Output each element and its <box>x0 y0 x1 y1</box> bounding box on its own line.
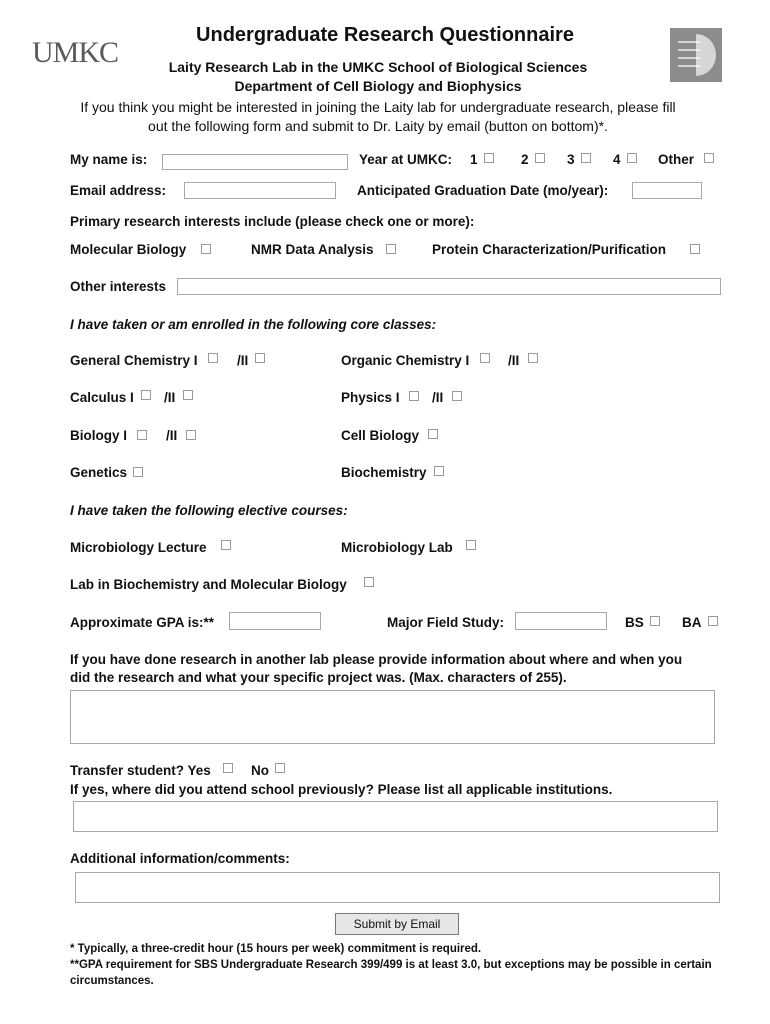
org-chem-label: Organic Chemistry I <box>341 353 470 368</box>
bs-label: BS <box>625 615 644 630</box>
cell-biology-checkbox[interactable] <box>428 429 438 439</box>
year-option-2-label: 2 <box>521 152 529 167</box>
ba-label: BA <box>682 615 702 630</box>
subtitle-department: Department of Cell Biology and Biophysics <box>234 78 522 94</box>
molecular-biology-checkbox[interactable] <box>201 244 211 254</box>
year-2-checkbox[interactable] <box>535 153 545 163</box>
biochemistry-label: Biochemistry <box>341 465 427 480</box>
calculus-2-label: /II <box>164 390 176 405</box>
interest-protein-label: Protein Characterization/Purification <box>432 242 667 257</box>
bs-checkbox[interactable] <box>650 616 660 626</box>
year-3-checkbox[interactable] <box>581 153 591 163</box>
gen-chem-1-checkbox[interactable] <box>208 353 218 363</box>
physics-1-checkbox[interactable] <box>409 391 419 401</box>
additional-info-input[interactable] <box>75 872 720 903</box>
interests-heading: Primary research interests include (please check one or more): <box>70 214 475 229</box>
genetics-label: Genetics <box>70 465 128 480</box>
ba-checkbox[interactable] <box>708 616 718 626</box>
year-4-checkbox[interactable] <box>627 153 637 163</box>
transfer-no-label: No <box>251 763 269 778</box>
footnote-gpa-line-1: **GPA requirement for SBS Undergraduate Research 399/499 is at least 3.0, but exceptions may be possible in certain <box>70 959 712 971</box>
gen-chem-2-label: /II <box>237 353 249 368</box>
physics-2-checkbox[interactable] <box>452 391 462 401</box>
research-question-line-2: did the research and what your specific project was. (Max. characters of 255). <box>70 670 567 685</box>
physics-label: Physics I <box>341 390 400 405</box>
elective-heading: I have taken the following elective courses: <box>70 503 348 518</box>
footnote-commitment: * Typically, a three-credit hour (15 hours per week) commitment is required. <box>70 943 482 955</box>
cell-biology-label: Cell Biology <box>341 428 420 443</box>
gen-chem-2-checkbox[interactable] <box>255 353 265 363</box>
protein-characterization-checkbox[interactable] <box>690 244 700 254</box>
biology-2-checkbox[interactable] <box>186 430 196 440</box>
lab-biochem-checkbox[interactable] <box>364 577 374 587</box>
additional-info-label: Additional information/comments: <box>70 851 290 866</box>
genetics-checkbox[interactable] <box>133 467 143 477</box>
calculus-label: Calculus I <box>70 390 134 405</box>
lab-biochem-label: Lab in Biochemistry and Molecular Biology <box>70 577 347 592</box>
gpa-label: Approximate GPA is:** <box>70 615 215 630</box>
micro-lab-label: Microbiology Lab <box>341 540 453 555</box>
name-input[interactable] <box>162 154 348 170</box>
previous-school-question: If yes, where did you attend school previously? Please list all applicable institutions. <box>70 782 613 797</box>
gpa-input[interactable] <box>229 612 321 630</box>
footnote-gpa-line-2: circumstances. <box>70 975 154 987</box>
interest-nmr-label: NMR Data Analysis <box>251 242 374 257</box>
year-other-checkbox[interactable] <box>704 153 714 163</box>
name-label: My name is: <box>70 152 148 167</box>
major-label: Major Field Study: <box>387 615 505 630</box>
year-1-checkbox[interactable] <box>484 153 494 163</box>
micro-lecture-checkbox[interactable] <box>221 540 231 550</box>
umkc-logo: UMKC <box>32 36 119 69</box>
other-interests-label: Other interests <box>70 279 167 294</box>
graduation-input[interactable] <box>632 182 702 199</box>
year-option-other-label: Other <box>658 152 695 167</box>
previous-school-input[interactable] <box>73 801 718 832</box>
email-label: Email address: <box>70 183 167 198</box>
year-option-4-label: 4 <box>613 152 621 167</box>
core-classes-heading: I have taken or am enrolled in the following core classes: <box>70 317 437 332</box>
org-chem-2-checkbox[interactable] <box>528 353 538 363</box>
org-chem-1-checkbox[interactable] <box>480 353 490 363</box>
nmr-data-analysis-checkbox[interactable] <box>386 244 396 254</box>
transfer-label: Transfer student? Yes <box>70 763 211 778</box>
year-label: Year at UMKC: <box>359 152 453 167</box>
biology-2-label: /II <box>166 428 178 443</box>
gen-chem-label: General Chemistry I <box>70 353 198 368</box>
calculus-1-checkbox[interactable] <box>141 390 151 400</box>
intro-line-2: out the following form and submit to Dr. Laity by email (button on bottom)*. <box>148 118 608 134</box>
graduation-label: Anticipated Graduation Date (mo/year): <box>357 183 609 198</box>
intro-line-1: If you think you might be interested in joining the Laity lab for undergraduate research, please fill <box>80 99 676 115</box>
research-textarea[interactable] <box>70 690 715 744</box>
transfer-no-checkbox[interactable] <box>275 763 285 773</box>
biology-label: Biology I <box>70 428 127 443</box>
org-chem-2-label: /II <box>508 353 520 368</box>
page-title: Undergraduate Research Questionnaire <box>196 24 574 46</box>
subtitle-lab: Laity Research Lab in the UMKC School of Biological Sciences <box>168 59 588 75</box>
interest-molecular-biology-label: Molecular Biology <box>70 242 187 257</box>
year-option-3-label: 3 <box>567 152 575 167</box>
calculus-2-checkbox[interactable] <box>183 390 193 400</box>
other-interests-input[interactable] <box>177 278 721 295</box>
micro-lecture-label: Microbiology Lecture <box>70 540 207 555</box>
major-input[interactable] <box>515 612 607 630</box>
year-option-1-label: 1 <box>470 152 478 167</box>
micro-lab-checkbox[interactable] <box>466 540 476 550</box>
biochemistry-checkbox[interactable] <box>434 466 444 476</box>
email-input[interactable] <box>184 182 336 199</box>
physics-2-label: /II <box>432 390 444 405</box>
research-question-line-1: If you have done research in another lab please provide information about where and when you <box>70 652 683 667</box>
biology-1-checkbox[interactable] <box>137 430 147 440</box>
submit-by-email-button[interactable]: Submit by Email <box>335 913 459 935</box>
transfer-yes-checkbox[interactable] <box>223 763 233 773</box>
